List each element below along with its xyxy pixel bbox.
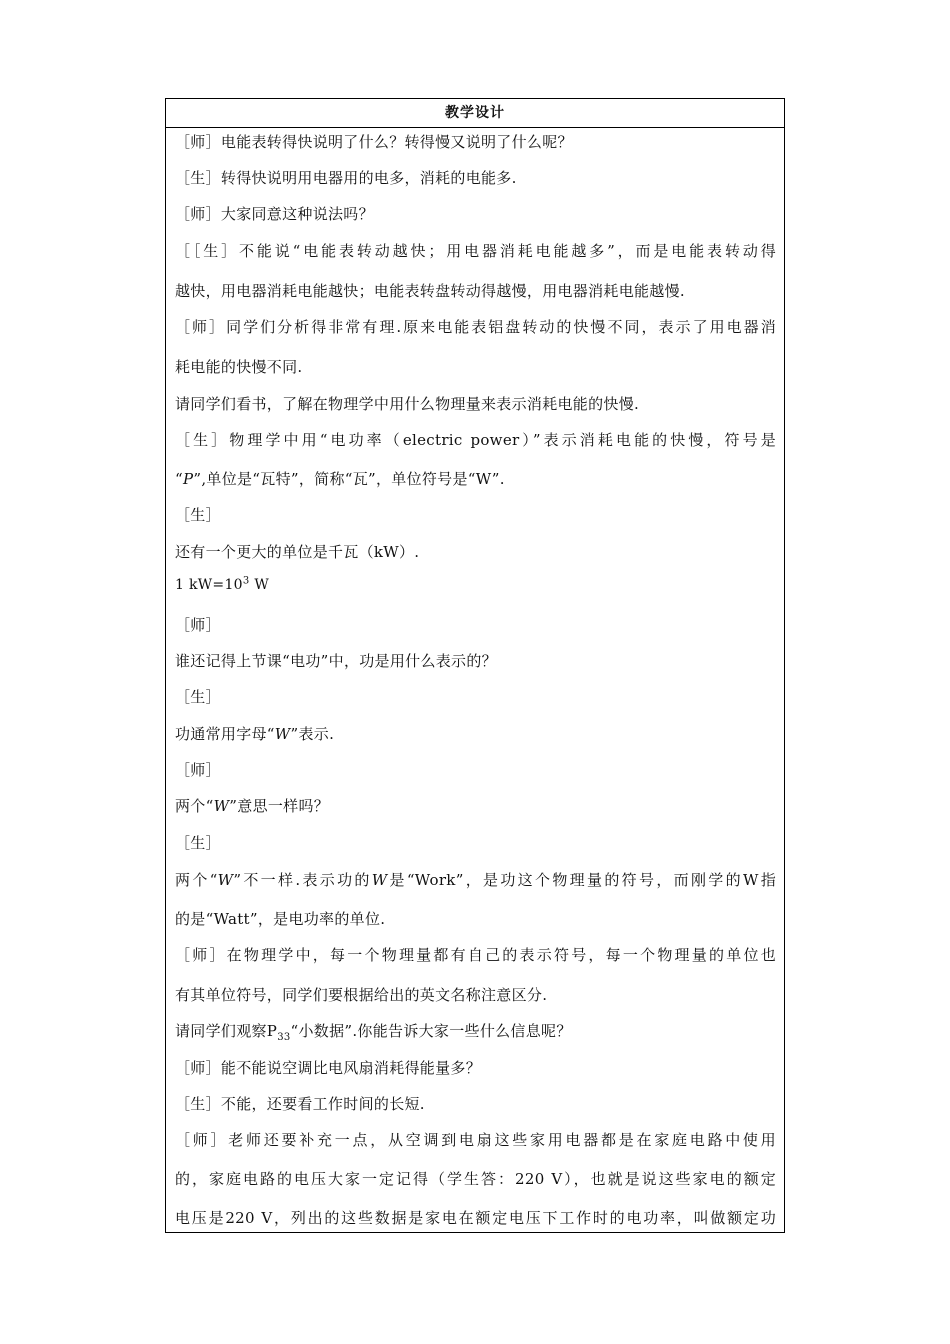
text-line: 耗电能的快慢不同. — [175, 358, 303, 376]
lesson-table — [165, 98, 785, 1233]
text-line: 谁还记得上节课“电功”中，功是用什么表示的？ — [175, 652, 497, 670]
text-line: ［师］电能表转得快说明了什么？转得慢又说明了什么呢？ — [175, 133, 573, 151]
text-line: 还有一个更大的单位是千瓦（kW）. — [175, 543, 420, 561]
text-line: ［生］ — [175, 688, 221, 706]
text-line: 有其单位符号，同学们要根据给出的英文名称注意区分. — [175, 986, 548, 1004]
text-line: 越快，用电器消耗电能越快；电能表转盘转动得越慢，用电器消耗电能越慢. — [175, 282, 685, 300]
table-header: 教学设计 — [166, 99, 784, 128]
text-line: ［师］ — [175, 616, 221, 634]
text-line: ［师］在物理学中，每一个物理量都有自己的表示符号，每一个物理量的单位也 — [175, 946, 776, 964]
text-line: ［生］ — [175, 834, 221, 852]
text-line: ［师］老师还要补充一点，从空调到电扇这些家用电器都是在家庭电路中使用 — [175, 1131, 776, 1149]
small-data-line: 请同学们观察$P_{33}“$小数据”.你能告诉大家一些什么信息呢？ — [175, 1022, 572, 1043]
text-line: ［生］ — [175, 506, 221, 524]
power-symbol: P — [182, 470, 194, 488]
text-line: ［生］物理学中用“电功率（electric power）”表示消耗电能的快慢，符号是 — [175, 431, 776, 449]
text-line: 电压是220 V，列出的这些数据是家电在额定电压下工作时的电功率，叫做额定功 — [175, 1209, 776, 1227]
text-line: ［师］能不能说空调比电风扇消耗得能量多？ — [175, 1059, 482, 1077]
unit-conversion-line: 1 $kW=10^3$ W — [175, 575, 270, 593]
text-line: 请同学们看书，了解在物理学中用什么物理量来表示消耗电能的快慢. — [175, 395, 640, 413]
text-line: ［师］ — [175, 761, 221, 779]
work-symbol-line: 功通常用字母“W”表示. — [175, 725, 335, 743]
symbol-difference-line: 两个“W”不一样.表示功的W是“Work”，是功这个物理量的符号，而刚学的W指 — [175, 871, 777, 889]
text-line: 的，家庭电路的电压大家一定记得（学生答：220 V），也就是说这些家电的额定 — [175, 1170, 776, 1188]
text-line: ［生］不能，还要看工作时间的长短. — [175, 1095, 425, 1113]
text-line: ［师］大家同意这种说法吗？ — [175, 205, 374, 223]
symbol-line: “P”,单位是“瓦特”，简称“瓦”，单位符号是“W”. — [175, 470, 505, 488]
text-line: 的是“Watt”，是电功率的单位. — [175, 910, 386, 928]
same-symbol-question: 两个“W”意思一样吗？ — [175, 797, 330, 815]
text-line: ［师］同学们分析得非常有理.原来电能表铝盘转动的快慢不同，表示了用电器消 — [175, 318, 776, 336]
text-line: ［［生］不能说“电能表转动越快；用电器消耗电能越多”，而是电能表转动得 — [175, 242, 776, 260]
text-line: ［生］转得快说明用电器用的电多，消耗的电能多. — [175, 169, 517, 187]
